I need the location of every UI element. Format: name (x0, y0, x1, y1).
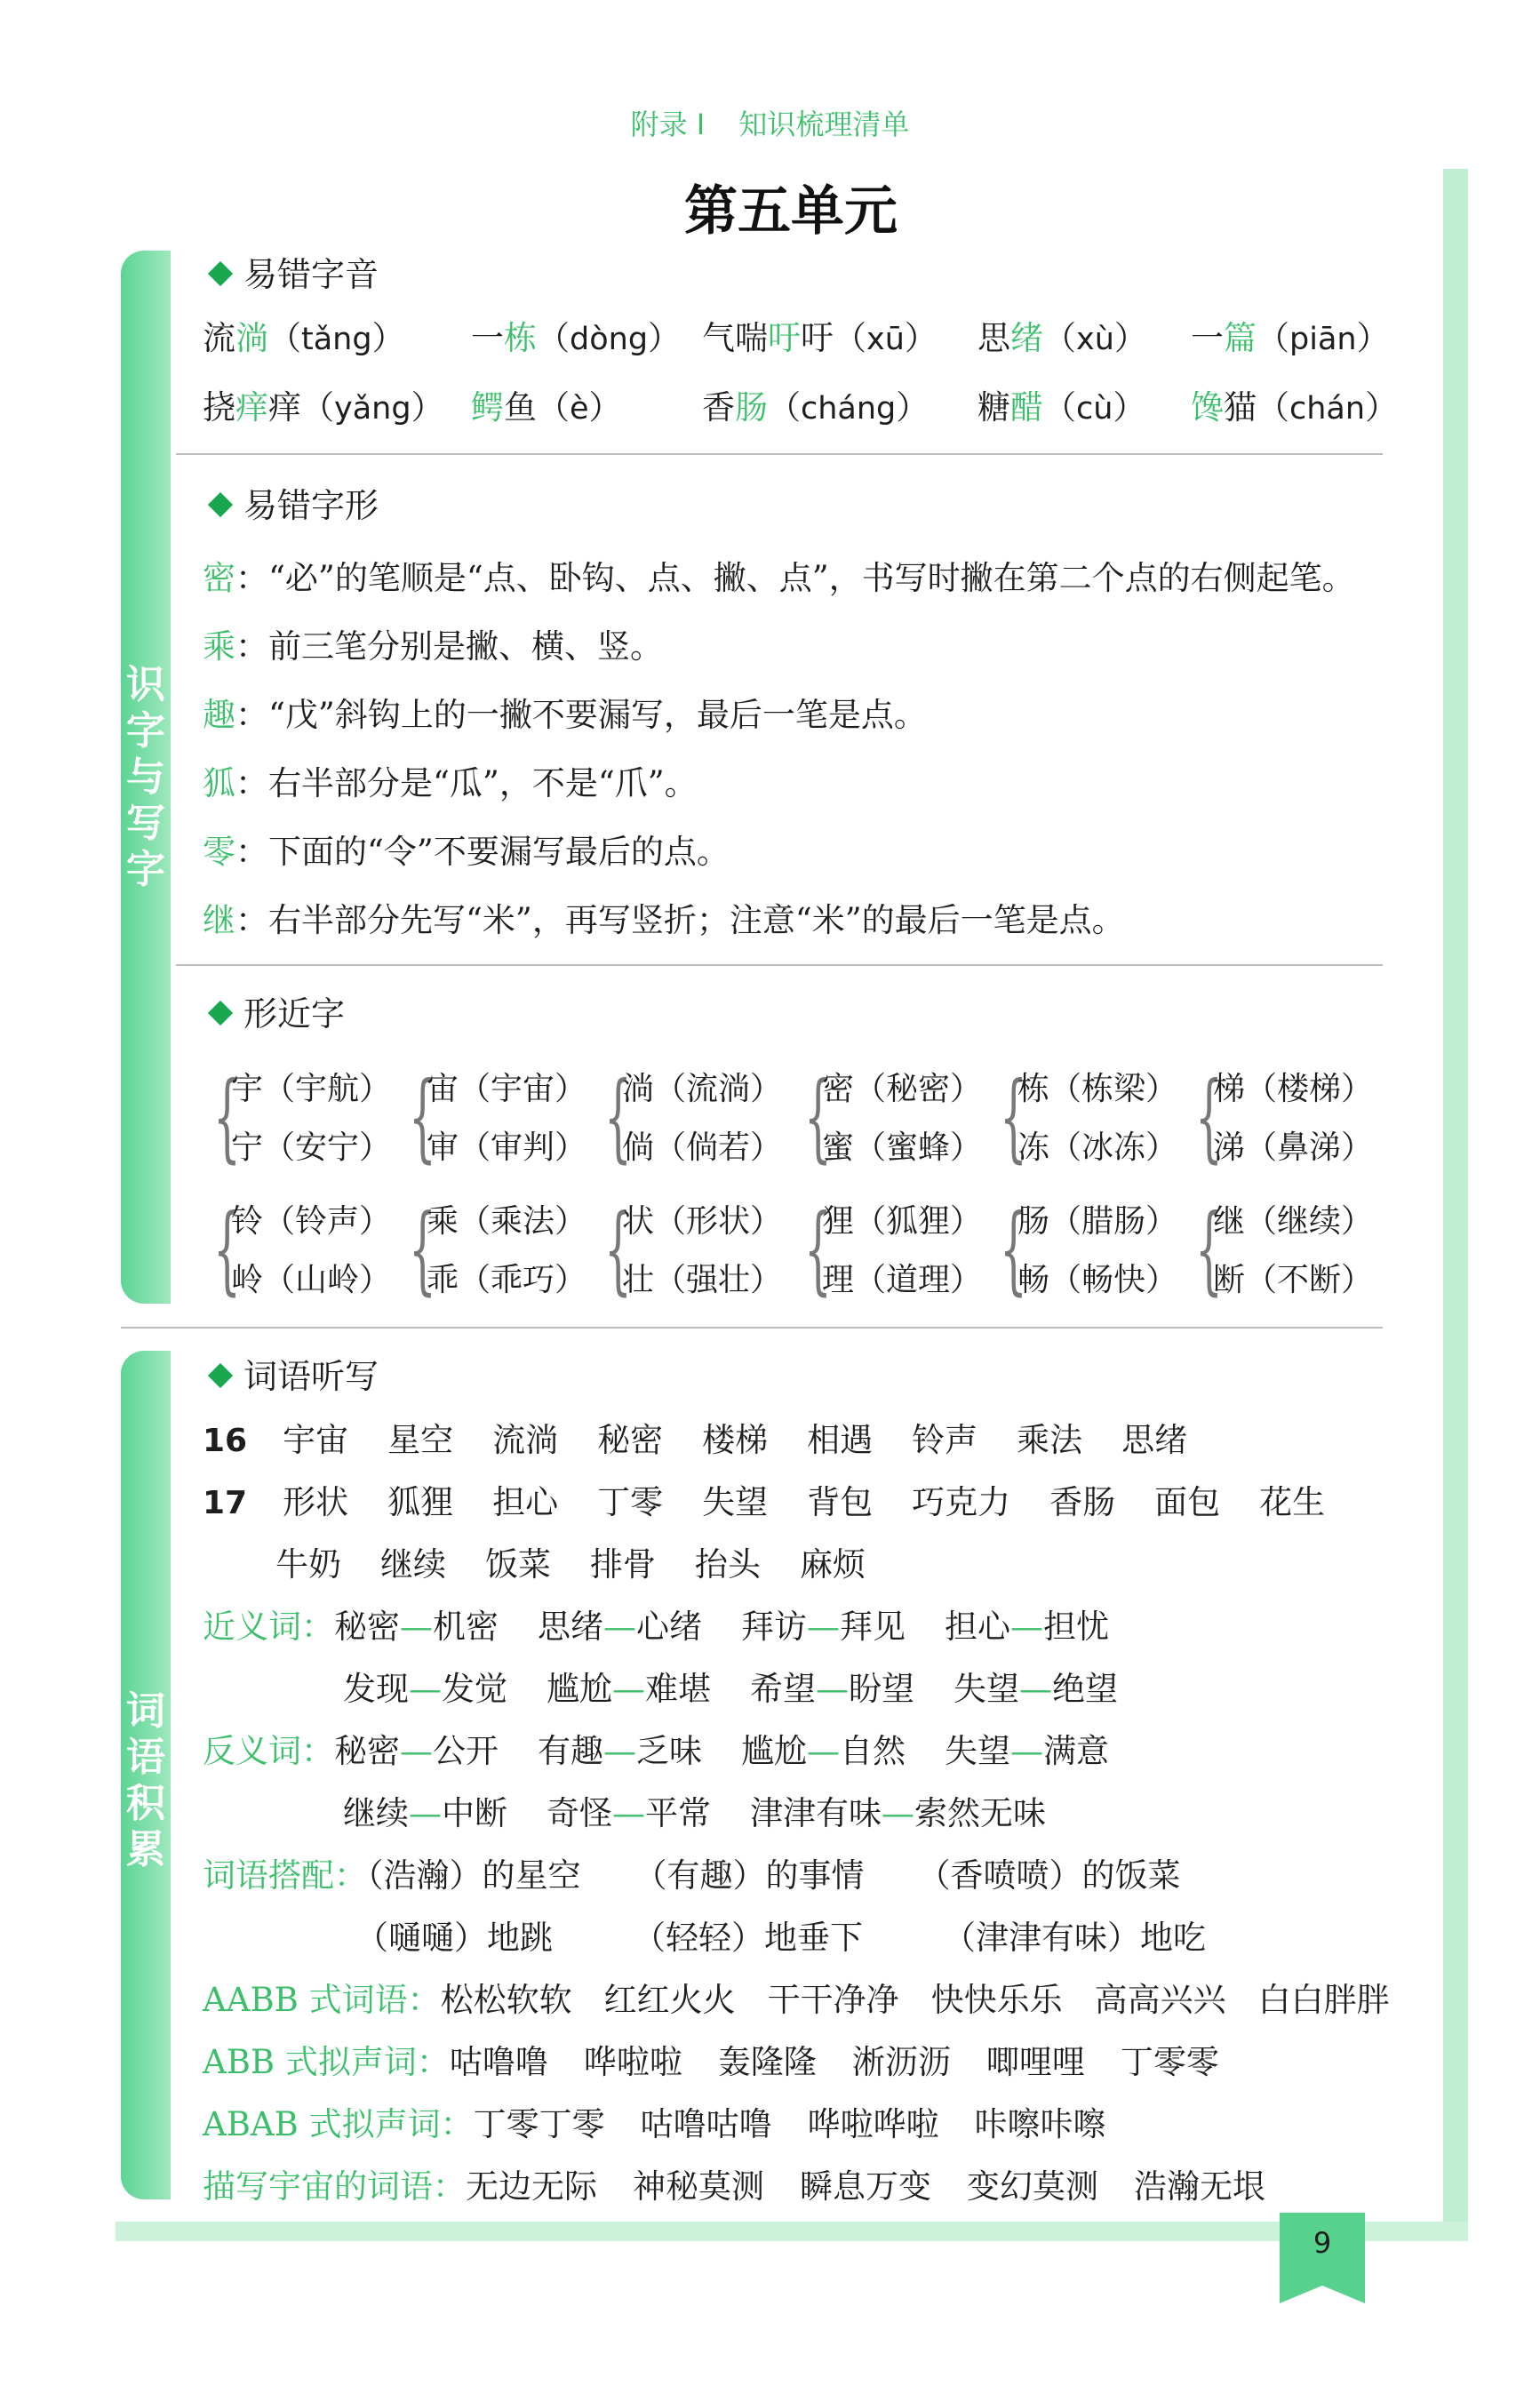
word: （轻轻）地垂下 (633, 1919, 863, 1957)
divider (176, 964, 1383, 966)
paren-open: （ (1043, 388, 1076, 427)
shape-note-text: ：“必”的笔顺是“点、卧钩、点、撇、点”，书写时撇在第二个点的右侧起笔。 (235, 559, 1355, 597)
lesson-number: 16 (203, 1423, 248, 1459)
word: 白白胖胖 (1257, 1981, 1390, 2019)
word: 咕噜噜 (449, 2043, 548, 2081)
word: （浩瀚）的星空 (367, 1856, 581, 1895)
vocab-line (203, 1848, 1181, 1896)
word: 抬头 (695, 1545, 761, 1584)
label-abb: ABB 式拟声词： (203, 2043, 450, 2081)
heading-text: 易错字形 (243, 486, 379, 525)
similar-pair (604, 1194, 791, 1305)
vocab-line (203, 1973, 1390, 2021)
word: 发觉 (442, 1670, 507, 1708)
word: 公开 (433, 1732, 499, 1770)
paren-open: （ (268, 319, 301, 357)
word: 红红火火 (603, 1981, 736, 2019)
sidebar-label-vocabulary (121, 1688, 171, 1873)
shape-note-text: ：下面的“令”不要漏写最后的点。 (235, 833, 730, 871)
brace-icon: { (409, 1062, 436, 1173)
divider (121, 1327, 1383, 1329)
target-character: 零 (203, 833, 235, 871)
brace-icon: { (804, 1062, 832, 1173)
highlighted-character: 吁 (768, 319, 801, 357)
heading-text: 易错字音 (243, 255, 379, 294)
dash: — (612, 1794, 645, 1832)
similar-pair (1000, 1062, 1186, 1173)
word-part: 痒 (268, 388, 301, 427)
similar-item: 栋（栋梁） (1017, 1071, 1178, 1107)
pronunciation-item (203, 311, 405, 359)
similar-pair (1000, 1194, 1186, 1305)
paren-close: ） (588, 388, 622, 427)
highlighted-character: 痒 (235, 388, 268, 427)
target-character: 狐 (203, 764, 235, 802)
word: 快快乐乐 (930, 1981, 1063, 2019)
word: 失望 (702, 1483, 769, 1521)
page-number: 9 (1313, 2226, 1332, 2260)
paren-close: ） (648, 319, 682, 357)
word: 咕噜咕噜 (640, 2105, 772, 2143)
word: 形状 (283, 1483, 349, 1521)
paren-close: ） (896, 388, 930, 427)
word: 拜访 (741, 1608, 807, 1646)
highlighted-character: 绪 (1010, 319, 1043, 357)
word: 绝望 (1052, 1670, 1118, 1708)
word: 唧哩哩 (985, 2043, 1085, 2081)
dash: — (1010, 1732, 1043, 1770)
word: 饭菜 (485, 1545, 551, 1584)
similar-item: 冻（冰冻） (1017, 1129, 1178, 1166)
word: 秘密 (334, 1732, 400, 1770)
word: （嗵嗵）地跳 (355, 1919, 553, 1957)
similar-item: 宇（宇航） (231, 1071, 392, 1107)
diamond-bullet-icon (208, 1363, 233, 1388)
shape-note (203, 893, 1125, 941)
word-part: 流 (203, 319, 235, 357)
shape-note (203, 551, 1355, 599)
shape-note (203, 688, 927, 736)
diamond-bullet-icon (208, 261, 233, 286)
divider (176, 453, 1383, 455)
label-universe: 描写宇宙的词语： (203, 2167, 466, 2206)
label-collocation: 词语搭配： (203, 1856, 367, 1895)
word: 发现 (343, 1670, 409, 1708)
pinyin: chán (1289, 391, 1366, 427)
word: （有趣）的事情 (634, 1856, 865, 1895)
shape-note-text: ：“戊”斜钩上的一撇不要漏写，最后一笔是点。 (235, 696, 927, 734)
word: 担心 (492, 1483, 559, 1521)
label-synonyms: 近义词： (203, 1608, 334, 1646)
paren-close: ） (1356, 319, 1390, 357)
brace-icon: { (604, 1194, 632, 1305)
shape-note-text: ：右半部分先写“米”，再写竖折；注意“米”的最后一笔是点。 (235, 901, 1125, 939)
target-character: 继 (203, 901, 235, 939)
similar-item: 壮（强壮） (622, 1262, 783, 1298)
word: 丁零 (597, 1483, 664, 1521)
paren-close: ） (371, 319, 405, 357)
dash: — (807, 1732, 840, 1770)
section-heading-pronunciation (204, 247, 379, 296)
section-heading-dictation (204, 1349, 379, 1398)
paren-close: ） (904, 319, 938, 357)
page-title: 第五单元 (684, 180, 898, 243)
word-part: 糖 (977, 388, 1010, 427)
word: 楼梯 (702, 1421, 769, 1459)
diamond-bullet-icon (208, 1001, 233, 1025)
similar-pair (1195, 1062, 1382, 1173)
paren-open: （ (768, 388, 801, 427)
word: 流淌 (492, 1421, 559, 1459)
highlighted-character: 栋 (504, 319, 537, 357)
paren-close: ） (1113, 319, 1147, 357)
lesson-number: 17 (203, 1485, 248, 1521)
paren-open: （ (1257, 388, 1289, 427)
pinyin: cháng (801, 391, 897, 427)
heading-text: 词语听写 (243, 1357, 379, 1396)
vocab-line (203, 2035, 1219, 2083)
paren-open: （ (301, 388, 334, 427)
paren-close: ） (411, 388, 444, 427)
similar-item: 密（秘密） (822, 1071, 983, 1107)
word: 瞬息万变 (800, 2167, 931, 2206)
pronunciation-item (1191, 311, 1390, 359)
word: 秘密 (597, 1421, 664, 1459)
header-topic: 知识梳理清单 (738, 108, 910, 141)
similar-item: 状（形状） (622, 1203, 783, 1240)
word: 轰隆隆 (717, 2043, 817, 2081)
word: 盼望 (849, 1670, 914, 1708)
brace-icon: { (409, 1194, 436, 1305)
word: 继续 (380, 1545, 446, 1584)
word: 担心 (945, 1608, 1010, 1646)
word-part: 思 (977, 319, 1010, 357)
pinyin: tǎng (301, 322, 372, 357)
section-heading-shape (204, 478, 379, 527)
word: 奇怪 (547, 1794, 612, 1832)
shape-note (203, 619, 663, 667)
pinyin: dòng (570, 322, 649, 357)
label-antonyms: 反义词： (203, 1732, 334, 1770)
word-part: 鱼 (504, 388, 537, 427)
pronunciation-item (977, 311, 1147, 359)
similar-item: 理（道理） (822, 1262, 983, 1298)
similar-item: 乖（乖巧） (427, 1262, 587, 1298)
similar-pair (804, 1062, 991, 1173)
pinyin: xū (866, 322, 905, 357)
pronunciation-item (702, 380, 929, 428)
word: 香肠 (1049, 1483, 1116, 1521)
pinyin: cù (1076, 391, 1113, 427)
highlighted-character: 肠 (735, 388, 768, 427)
similar-item: 淌（流淌） (622, 1071, 783, 1107)
word: 希望 (750, 1670, 816, 1708)
word: 难堪 (645, 1670, 711, 1708)
pinyin: yǎng (334, 391, 411, 427)
brace-icon: { (1195, 1062, 1223, 1173)
similar-item: 涕（鼻涕） (1213, 1129, 1374, 1166)
word: 背包 (807, 1483, 874, 1521)
dash: — (400, 1608, 433, 1646)
pronunciation-item (471, 380, 622, 428)
similar-item: 狸（狐狸） (822, 1203, 983, 1240)
similar-item: 宁（安宁） (231, 1129, 392, 1166)
word-part: 吁 (801, 319, 834, 357)
pinyin: xù (1076, 322, 1114, 357)
page-bottom-shadow (116, 2222, 1468, 2241)
word: 中断 (442, 1794, 507, 1832)
similar-item: 宙（宇宙） (427, 1071, 587, 1107)
shape-note-text: ：右半部分是“瓜”，不是“爪”。 (235, 764, 698, 802)
word: 丁零丁零 (473, 2105, 605, 2143)
word: 巧克力 (912, 1483, 1011, 1521)
target-character: 乘 (203, 627, 235, 666)
word: 神秘莫测 (633, 2167, 764, 2206)
word: 担忧 (1043, 1608, 1109, 1646)
similar-pair (409, 1062, 595, 1173)
dash: — (1010, 1608, 1043, 1646)
word: 松松软软 (440, 1981, 572, 2019)
paren-open: （ (1043, 319, 1076, 357)
section-heading-similar (204, 986, 345, 1035)
similar-item: 倘（倘若） (622, 1129, 783, 1166)
word: 机密 (433, 1608, 499, 1646)
vocab-line (203, 2097, 1106, 2145)
word: 尴尬 (741, 1732, 807, 1770)
highlighted-character: 鳄 (471, 388, 504, 427)
word: 哗啦哗啦 (807, 2105, 939, 2143)
similar-pair (213, 1194, 400, 1305)
word: 狐狸 (387, 1483, 454, 1521)
word-part: 气喘 (702, 319, 768, 357)
dash: — (612, 1670, 645, 1708)
pronunciation-item (702, 311, 938, 359)
similar-item: 肠（腊肠） (1017, 1203, 1178, 1240)
word: 乏味 (636, 1732, 702, 1770)
word: 淅沥沥 (851, 2043, 951, 2081)
sidebar-label-literacy (121, 662, 171, 893)
word: 干干净净 (767, 1981, 899, 2019)
brace-icon: { (1000, 1062, 1027, 1173)
similar-item: 岭（山岭） (231, 1262, 392, 1298)
brace-icon: { (1000, 1194, 1027, 1305)
word-part: 一 (1191, 319, 1224, 357)
similar-pair (1195, 1194, 1382, 1305)
vocab-line (275, 1537, 866, 1585)
pronunciation-item (203, 380, 444, 428)
word: 相遇 (807, 1421, 874, 1459)
word: 思绪 (538, 1608, 603, 1646)
word: 麻烦 (800, 1545, 866, 1584)
dash: — (400, 1732, 433, 1770)
word: 宇宙 (283, 1421, 349, 1459)
pronunciation-item (1191, 380, 1398, 428)
word: 牛奶 (275, 1545, 341, 1584)
target-character: 密 (203, 559, 235, 597)
similar-item: 审（审判） (427, 1129, 587, 1166)
similar-item: 乘（乘法） (427, 1203, 587, 1240)
word-part: 香 (702, 388, 735, 427)
word: 丁零零 (1120, 2043, 1219, 2081)
word: （香喷喷）的饭菜 (917, 1856, 1181, 1895)
paren-open: （ (537, 319, 570, 357)
similar-item: 蜜（蜜蜂） (822, 1129, 983, 1166)
pronunciation-item (471, 311, 681, 359)
vocab-line (203, 1724, 1109, 1772)
word: 高高兴兴 (1094, 1981, 1226, 2019)
word: 失望 (945, 1732, 1010, 1770)
word: 有趣 (538, 1732, 603, 1770)
sidebar-label-text: 识字与写字 (126, 662, 165, 892)
dash: — (603, 1732, 636, 1770)
word: 继续 (343, 1794, 409, 1832)
word: 心绪 (636, 1608, 702, 1646)
vocab-line (203, 2159, 1265, 2207)
word: 花生 (1259, 1483, 1326, 1521)
word: 自然 (840, 1732, 906, 1770)
dash: — (807, 1608, 840, 1646)
diamond-bullet-icon (208, 492, 233, 517)
dash: — (409, 1794, 442, 1832)
page-number-tab-notch (1280, 2286, 1365, 2303)
word: 乘法 (1017, 1421, 1083, 1459)
word: 拜见 (840, 1608, 906, 1646)
paren-close: ） (1113, 388, 1146, 427)
word: 失望 (954, 1670, 1019, 1708)
word: 星空 (387, 1421, 454, 1459)
similar-pair (409, 1194, 595, 1305)
similar-item: 铃（铃声） (231, 1203, 392, 1240)
similar-item: 畅（畅快） (1017, 1262, 1178, 1298)
word-part: 猫 (1224, 388, 1257, 427)
pronunciation-item (977, 380, 1145, 428)
dash: — (816, 1670, 849, 1708)
brace-icon: { (213, 1062, 241, 1173)
similar-item: 梯（楼梯） (1213, 1071, 1374, 1107)
word: 平常 (645, 1794, 711, 1832)
word: 浩瀚无垠 (1134, 2167, 1265, 2206)
appendix-label: 附录 I (630, 108, 706, 141)
similar-pair (213, 1062, 400, 1173)
highlighted-character: 醋 (1010, 388, 1043, 427)
paren-open: （ (834, 319, 866, 357)
word: （津津有味）地吃 (943, 1919, 1206, 1957)
paren-close: ） (1365, 388, 1399, 427)
vocab-line (355, 1911, 1206, 1959)
shape-note-text: ：前三笔分别是撇、横、竖。 (235, 627, 663, 666)
similar-pair (804, 1194, 991, 1305)
pinyin: è (570, 391, 589, 427)
word: 尴尬 (547, 1670, 612, 1708)
brace-icon: { (213, 1194, 241, 1305)
brace-icon: { (804, 1194, 832, 1305)
dash: — (409, 1670, 442, 1708)
dash: — (603, 1608, 636, 1646)
running-header (0, 102, 1540, 143)
label-aabb: AABB 式词语： (203, 1981, 441, 2019)
highlighted-character: 篇 (1224, 319, 1257, 357)
highlighted-character: 馋 (1191, 388, 1224, 427)
word: 面包 (1154, 1483, 1221, 1521)
word: 索然无味 (914, 1794, 1046, 1832)
word: 津津有味 (750, 1794, 882, 1832)
vocab-line (203, 1413, 1187, 1461)
word: 咔嚓咔嚓 (974, 2105, 1106, 2143)
vocab-line (203, 1475, 1325, 1523)
word: 排骨 (590, 1545, 656, 1584)
brace-icon: { (604, 1062, 632, 1173)
similar-item: 继（继续） (1213, 1203, 1374, 1240)
word: 思绪 (1121, 1421, 1188, 1459)
pinyin: piān (1289, 322, 1357, 357)
shape-note (203, 756, 698, 804)
word: 无边无际 (466, 2167, 597, 2206)
dash: — (882, 1794, 914, 1832)
word: 满意 (1043, 1732, 1109, 1770)
word-part: 一 (471, 319, 504, 357)
target-character: 趣 (203, 696, 235, 734)
highlighted-character: 淌 (235, 319, 268, 357)
word: 铃声 (912, 1421, 978, 1459)
word: 变幻莫测 (967, 2167, 1098, 2206)
dash: — (1019, 1670, 1052, 1708)
vocab-line (203, 1600, 1109, 1648)
brace-icon: { (1195, 1194, 1223, 1305)
paren-open: （ (1257, 319, 1289, 357)
page-edge-shadow (1443, 169, 1468, 2239)
word-part: 挠 (203, 388, 235, 427)
vocab-line (343, 1662, 1118, 1710)
similar-item: 断（不断） (1213, 1262, 1374, 1298)
word: 秘密 (334, 1608, 400, 1646)
heading-text: 形近字 (243, 994, 346, 1033)
sidebar-label-text: 词语积累 (126, 1688, 165, 1872)
word: 哗啦啦 (583, 2043, 682, 2081)
label-abab: ABAB 式拟声词： (203, 2105, 474, 2143)
shape-note (203, 825, 730, 873)
vocab-line (343, 1786, 1046, 1834)
similar-pair (604, 1062, 791, 1173)
paren-open: （ (537, 388, 570, 427)
